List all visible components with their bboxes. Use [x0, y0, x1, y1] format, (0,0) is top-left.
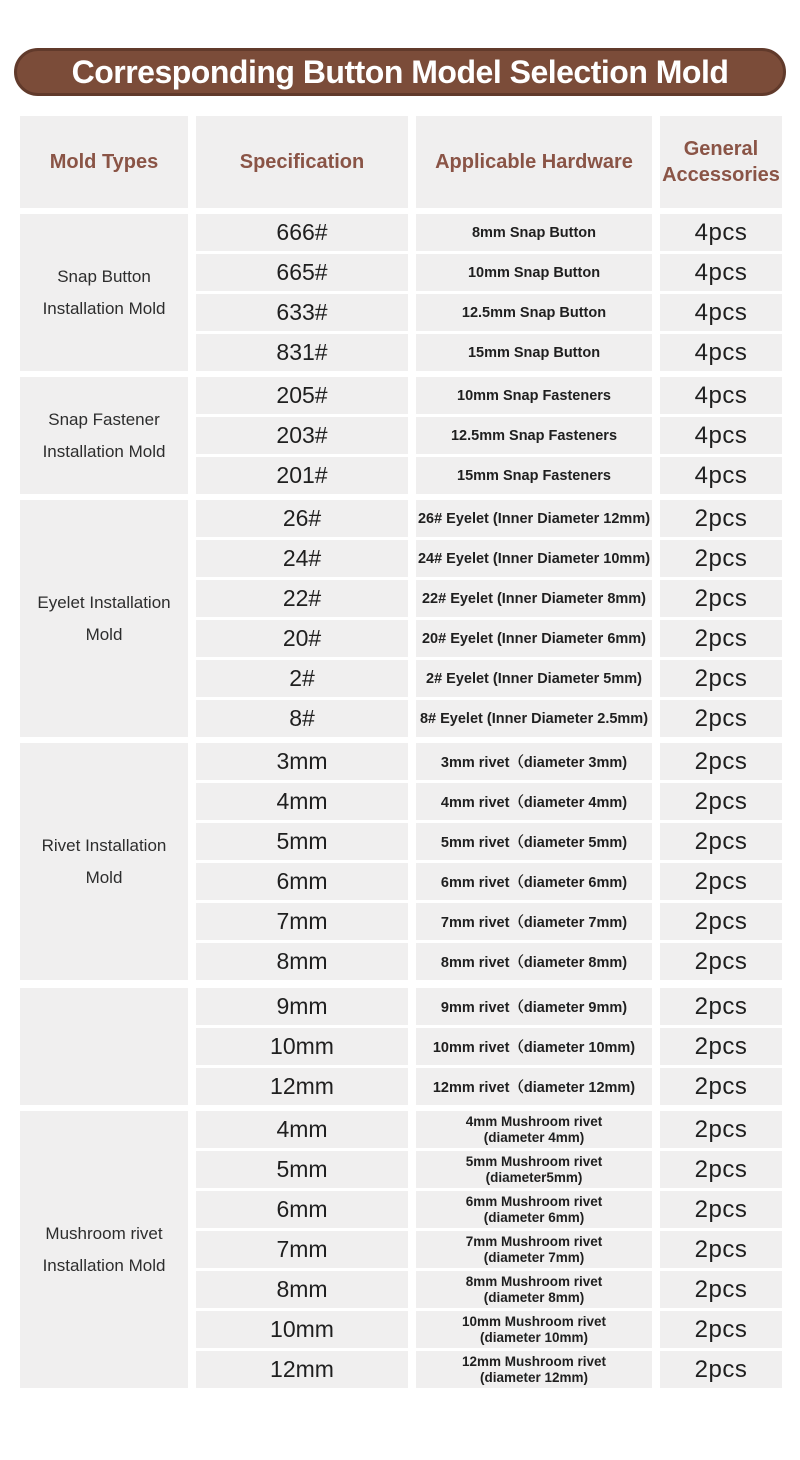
- mold-group: [20, 988, 782, 1105]
- hardware-line-1: 6mm Mushroom rivet: [465, 1193, 603, 1209]
- hardware-cell: 22# Eyelet (Inner Diameter 8mm): [416, 580, 652, 617]
- hardware-cell: 4mm rivet（diameter 4mm): [416, 783, 652, 820]
- spec-cell: 831#: [196, 334, 408, 371]
- hardware-cell: 3mm rivet（diameter 3mm): [416, 743, 652, 780]
- accessories-cell: 2pcs: [660, 1311, 782, 1348]
- spec-cell: 8mm: [196, 1271, 408, 1308]
- hardware-line-1: 4mm Mushroom rivet: [465, 1113, 603, 1129]
- accessories-cell: 2pcs: [660, 823, 782, 860]
- spec-cell: 633#: [196, 294, 408, 331]
- hardware-cell: 15mm Snap Fasteners: [416, 457, 652, 494]
- header-cell-specification: Specification: [196, 116, 408, 208]
- page-title-banner: [14, 48, 786, 96]
- spec-cell: 12mm: [196, 1351, 408, 1388]
- header-cell-mold-types: Mold Types: [20, 116, 188, 208]
- accessories-cell: 4pcs: [660, 334, 782, 371]
- hardware-cell: 10mm Snap Fasteners: [416, 377, 652, 414]
- accessories-cell: 2pcs: [660, 1271, 782, 1308]
- accessories-cell: 2pcs: [660, 620, 782, 657]
- spec-cell: 7mm: [196, 903, 408, 940]
- spec-cell: 6mm: [196, 863, 408, 900]
- mold-group: [20, 500, 782, 737]
- mold-selection-table: [20, 116, 782, 1388]
- accessories-cell: 2pcs: [660, 1028, 782, 1065]
- hardware-line-2: (diameter 12mm): [479, 1369, 589, 1385]
- accessories-cell: 4pcs: [660, 417, 782, 454]
- hardware-cell: [416, 1191, 652, 1228]
- spec-cell: 9mm: [196, 988, 408, 1025]
- spec-cell: 3mm: [196, 743, 408, 780]
- hardware-cell: 12.5mm Snap Fasteners: [416, 417, 652, 454]
- accessories-cell: 2pcs: [660, 1351, 782, 1388]
- accessories-cell: 2pcs: [660, 863, 782, 900]
- mold-type-cell: Mushroom rivet Installation Mold: [20, 1111, 188, 1388]
- table-header-row: [20, 116, 782, 208]
- spec-cell: 665#: [196, 254, 408, 291]
- spec-cell: 2#: [196, 660, 408, 697]
- spec-cell: 22#: [196, 580, 408, 617]
- accessories-cell: 2pcs: [660, 580, 782, 617]
- accessories-cell: 2pcs: [660, 1151, 782, 1188]
- accessories-cell: 2pcs: [660, 783, 782, 820]
- hardware-cell: 10mm rivet（diameter 10mm): [416, 1028, 652, 1065]
- mold-type-cell: Eyelet Installation Mold: [20, 500, 188, 737]
- spec-cell: 24#: [196, 540, 408, 577]
- hardware-cell: 24# Eyelet (Inner Diameter 10mm): [416, 540, 652, 577]
- hardware-cell: [416, 1151, 652, 1188]
- accessories-cell: 2pcs: [660, 700, 782, 737]
- hardware-line-1: 7mm Mushroom rivet: [465, 1233, 603, 1249]
- accessories-cell: 4pcs: [660, 214, 782, 251]
- hardware-cell: [416, 1231, 652, 1268]
- hardware-cell: [416, 1351, 652, 1388]
- accessories-cell: 2pcs: [660, 1111, 782, 1148]
- accessories-cell: 2pcs: [660, 500, 782, 537]
- hardware-line-1: 10mm Mushroom rivet: [461, 1313, 607, 1329]
- accessories-cell: 2pcs: [660, 1068, 782, 1105]
- spec-cell: 203#: [196, 417, 408, 454]
- spec-cell: 7mm: [196, 1231, 408, 1268]
- spec-cell: 666#: [196, 214, 408, 251]
- hardware-cell: 8mm rivet（diameter 8mm): [416, 943, 652, 980]
- mold-group: [20, 377, 782, 494]
- hardware-cell: 15mm Snap Button: [416, 334, 652, 371]
- hardware-cell: 10mm Snap Button: [416, 254, 652, 291]
- spec-cell: 8#: [196, 700, 408, 737]
- hardware-line-2: (diameter 8mm): [483, 1289, 585, 1305]
- spec-cell: 5mm: [196, 1151, 408, 1188]
- mold-group: [20, 743, 782, 980]
- accessories-cell: 2pcs: [660, 660, 782, 697]
- hardware-cell: [416, 1111, 652, 1148]
- hardware-line-2: (diameter 4mm): [483, 1129, 585, 1145]
- hardware-cell: 12mm rivet（diameter 12mm): [416, 1068, 652, 1105]
- accessories-cell: 4pcs: [660, 294, 782, 331]
- spec-cell: 8mm: [196, 943, 408, 980]
- mold-group: [20, 214, 782, 371]
- accessories-cell: 2pcs: [660, 540, 782, 577]
- spec-cell: 5mm: [196, 823, 408, 860]
- hardware-line-2: (diameter 10mm): [479, 1329, 589, 1345]
- table-groups: [20, 214, 782, 1388]
- hardware-cell: 5mm rivet（diameter 5mm): [416, 823, 652, 860]
- hardware-line-2: (diameter5mm): [485, 1169, 583, 1185]
- hardware-cell: 20# Eyelet (Inner Diameter 6mm): [416, 620, 652, 657]
- accessories-cell: 4pcs: [660, 377, 782, 414]
- hardware-cell: 9mm rivet（diameter 9mm): [416, 988, 652, 1025]
- header-cell-applicable-hardware: Applicable Hardware: [416, 116, 652, 208]
- hardware-cell: 12.5mm Snap Button: [416, 294, 652, 331]
- hardware-cell: 8# Eyelet (Inner Diameter 2.5mm): [416, 700, 652, 737]
- accessories-cell: 2pcs: [660, 1231, 782, 1268]
- accessories-cell: 2pcs: [660, 743, 782, 780]
- accessories-cell: 2pcs: [660, 943, 782, 980]
- mold-type-cell: Rivet Installation Mold: [20, 743, 188, 980]
- spec-cell: 20#: [196, 620, 408, 657]
- hardware-line-1: 12mm Mushroom rivet: [461, 1353, 607, 1369]
- accessories-cell: 2pcs: [660, 1191, 782, 1228]
- accessories-cell: 4pcs: [660, 254, 782, 291]
- header-cell-general-accessories: General Accessories: [660, 116, 782, 208]
- hardware-cell: 8mm Snap Button: [416, 214, 652, 251]
- hardware-cell: [416, 1271, 652, 1308]
- hardware-cell: 26# Eyelet (Inner Diameter 12mm): [416, 500, 652, 537]
- hardware-cell: 6mm rivet（diameter 6mm): [416, 863, 652, 900]
- spec-cell: 205#: [196, 377, 408, 414]
- accessories-cell: 2pcs: [660, 988, 782, 1025]
- accessories-cell: 2pcs: [660, 903, 782, 940]
- hardware-line-2: (diameter 6mm): [483, 1209, 585, 1225]
- spec-cell: 10mm: [196, 1028, 408, 1065]
- mold-type-cell: Snap Fastener Installation Mold: [20, 377, 188, 494]
- page-title: Corresponding Button Model Selection Mold: [71, 53, 729, 90]
- hardware-line-2: (diameter 7mm): [483, 1249, 585, 1265]
- hardware-cell: 7mm rivet（diameter 7mm): [416, 903, 652, 940]
- spec-cell: 12mm: [196, 1068, 408, 1105]
- mold-type-cell: [20, 988, 188, 1105]
- accessories-cell: 4pcs: [660, 457, 782, 494]
- mold-group: [20, 1111, 782, 1388]
- spec-cell: 4mm: [196, 783, 408, 820]
- spec-cell: 10mm: [196, 1311, 408, 1348]
- spec-cell: 26#: [196, 500, 408, 537]
- hardware-cell: [416, 1311, 652, 1348]
- hardware-line-1: 5mm Mushroom rivet: [465, 1153, 603, 1169]
- spec-cell: 201#: [196, 457, 408, 494]
- hardware-line-1: 8mm Mushroom rivet: [465, 1273, 603, 1289]
- hardware-cell: 2# Eyelet (Inner Diameter 5mm): [416, 660, 652, 697]
- spec-cell: 4mm: [196, 1111, 408, 1148]
- mold-type-cell: Snap Button Installation Mold: [20, 214, 188, 371]
- spec-cell: 6mm: [196, 1191, 408, 1228]
